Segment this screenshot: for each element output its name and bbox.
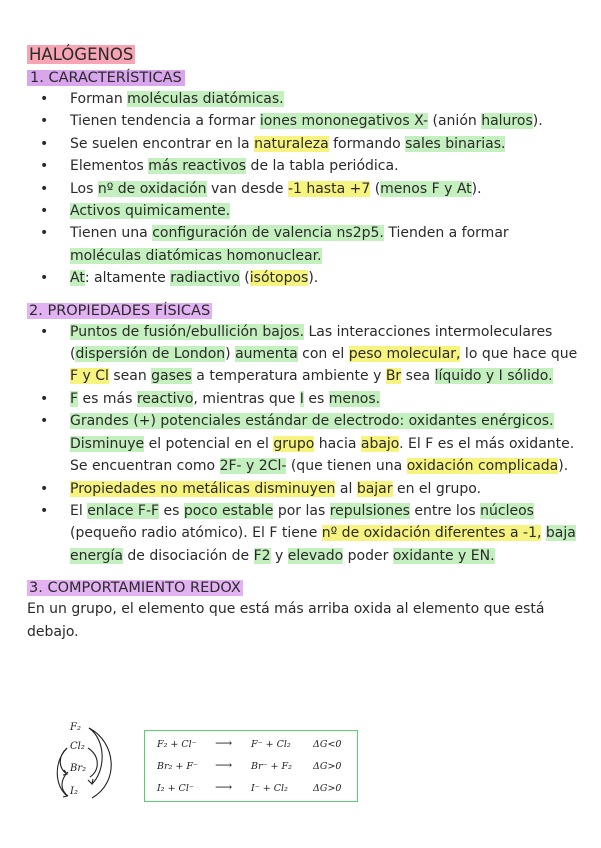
element-cl2: Cl₂ xyxy=(70,741,85,752)
bullet-item: • Propiedades no metálicas disminuyen al bajar en el grupo. xyxy=(27,478,583,500)
oxidation-arrows-icon xyxy=(40,722,140,812)
section2-list xyxy=(27,321,583,567)
redox-diagram xyxy=(40,722,580,812)
section3-text: En un grupo, el elemento que está más arriba oxida al elemento que está debajo. xyxy=(27,601,545,640)
bullet-item: • Forman moléculas diatómicas. xyxy=(27,88,583,110)
bullet-item: • Puntos de fusión/ebullición bajos. Las interacciones intermoleculares (dispersión de London) aumenta con el peso molecular, lo que hace que F y Cl sean gases a temperatura ambiente y Br sea líquido y I sólido. xyxy=(27,321,583,388)
element-f2: F₂ xyxy=(70,722,81,733)
bullet-item: • Los nº de oxidación van desde -1 hasta +7 (menos F y At). xyxy=(27,178,583,200)
bullet-item: • Tienen tendencia a formar iones mononegativos X- (anión haluros). xyxy=(27,110,583,132)
element-br2: Br₂ xyxy=(70,763,87,774)
bullet-item: • Tienen una configuración de valencia ns2p5. Tienden a formar moléculas diatómicas homonuclear. xyxy=(27,222,583,267)
section3-heading: 3. COMPORTAMIENTO REDOX xyxy=(29,580,241,597)
bullet-item: • El enlace F-F es poco estable por las repulsiones entre los núcleos (pequeño radio atómico). El F tiene nº de oxidación diferentes a -1, baja energía de disociación de F2 y elevado poder oxidante y EN. xyxy=(27,500,583,567)
section2-heading: 2. PROPIEDADES FÍSICAS xyxy=(29,302,211,319)
notes-page xyxy=(27,44,583,643)
bullet-item: • F es más reactivo, mientras que I es menos. xyxy=(27,388,583,410)
bullet-item: • Activos quimicamente. xyxy=(27,200,583,222)
element-i2: I₂ xyxy=(70,786,78,797)
bullet-item: • Grandes (+) potenciales estándar de electrodo: oxidantes enérgicos. Disminuye el potencial en el grupo hacia abajo. El F es el más oxidante. Se encuentran como 2F- y 2Cl- (que tienen una oxidación complicada). xyxy=(27,410,583,477)
reactions-box: F₂ + Cl⁻ ⟶ F⁻ + Cl₂ ΔG<0 Br₂ + F⁻ ⟶ Br⁻ + F₂ ΔG>0 I₂ + Cl⁻ ⟶ I⁻ + Cl₂ ΔG>0 xyxy=(144,730,358,802)
bullet-item: • Elementos más reactivos de la tabla periódica. xyxy=(27,155,583,177)
section1-heading: 1. CARACTERÍSTICAS xyxy=(27,68,583,88)
bullet-item: • Se suelen encontrar en la naturaleza formando sales binarias. xyxy=(27,133,583,155)
section1-list xyxy=(27,88,583,290)
bullet-item: • At: altamente radiactivo (isótopos). xyxy=(27,267,583,289)
page-title: HALÓGENOS xyxy=(29,45,134,64)
